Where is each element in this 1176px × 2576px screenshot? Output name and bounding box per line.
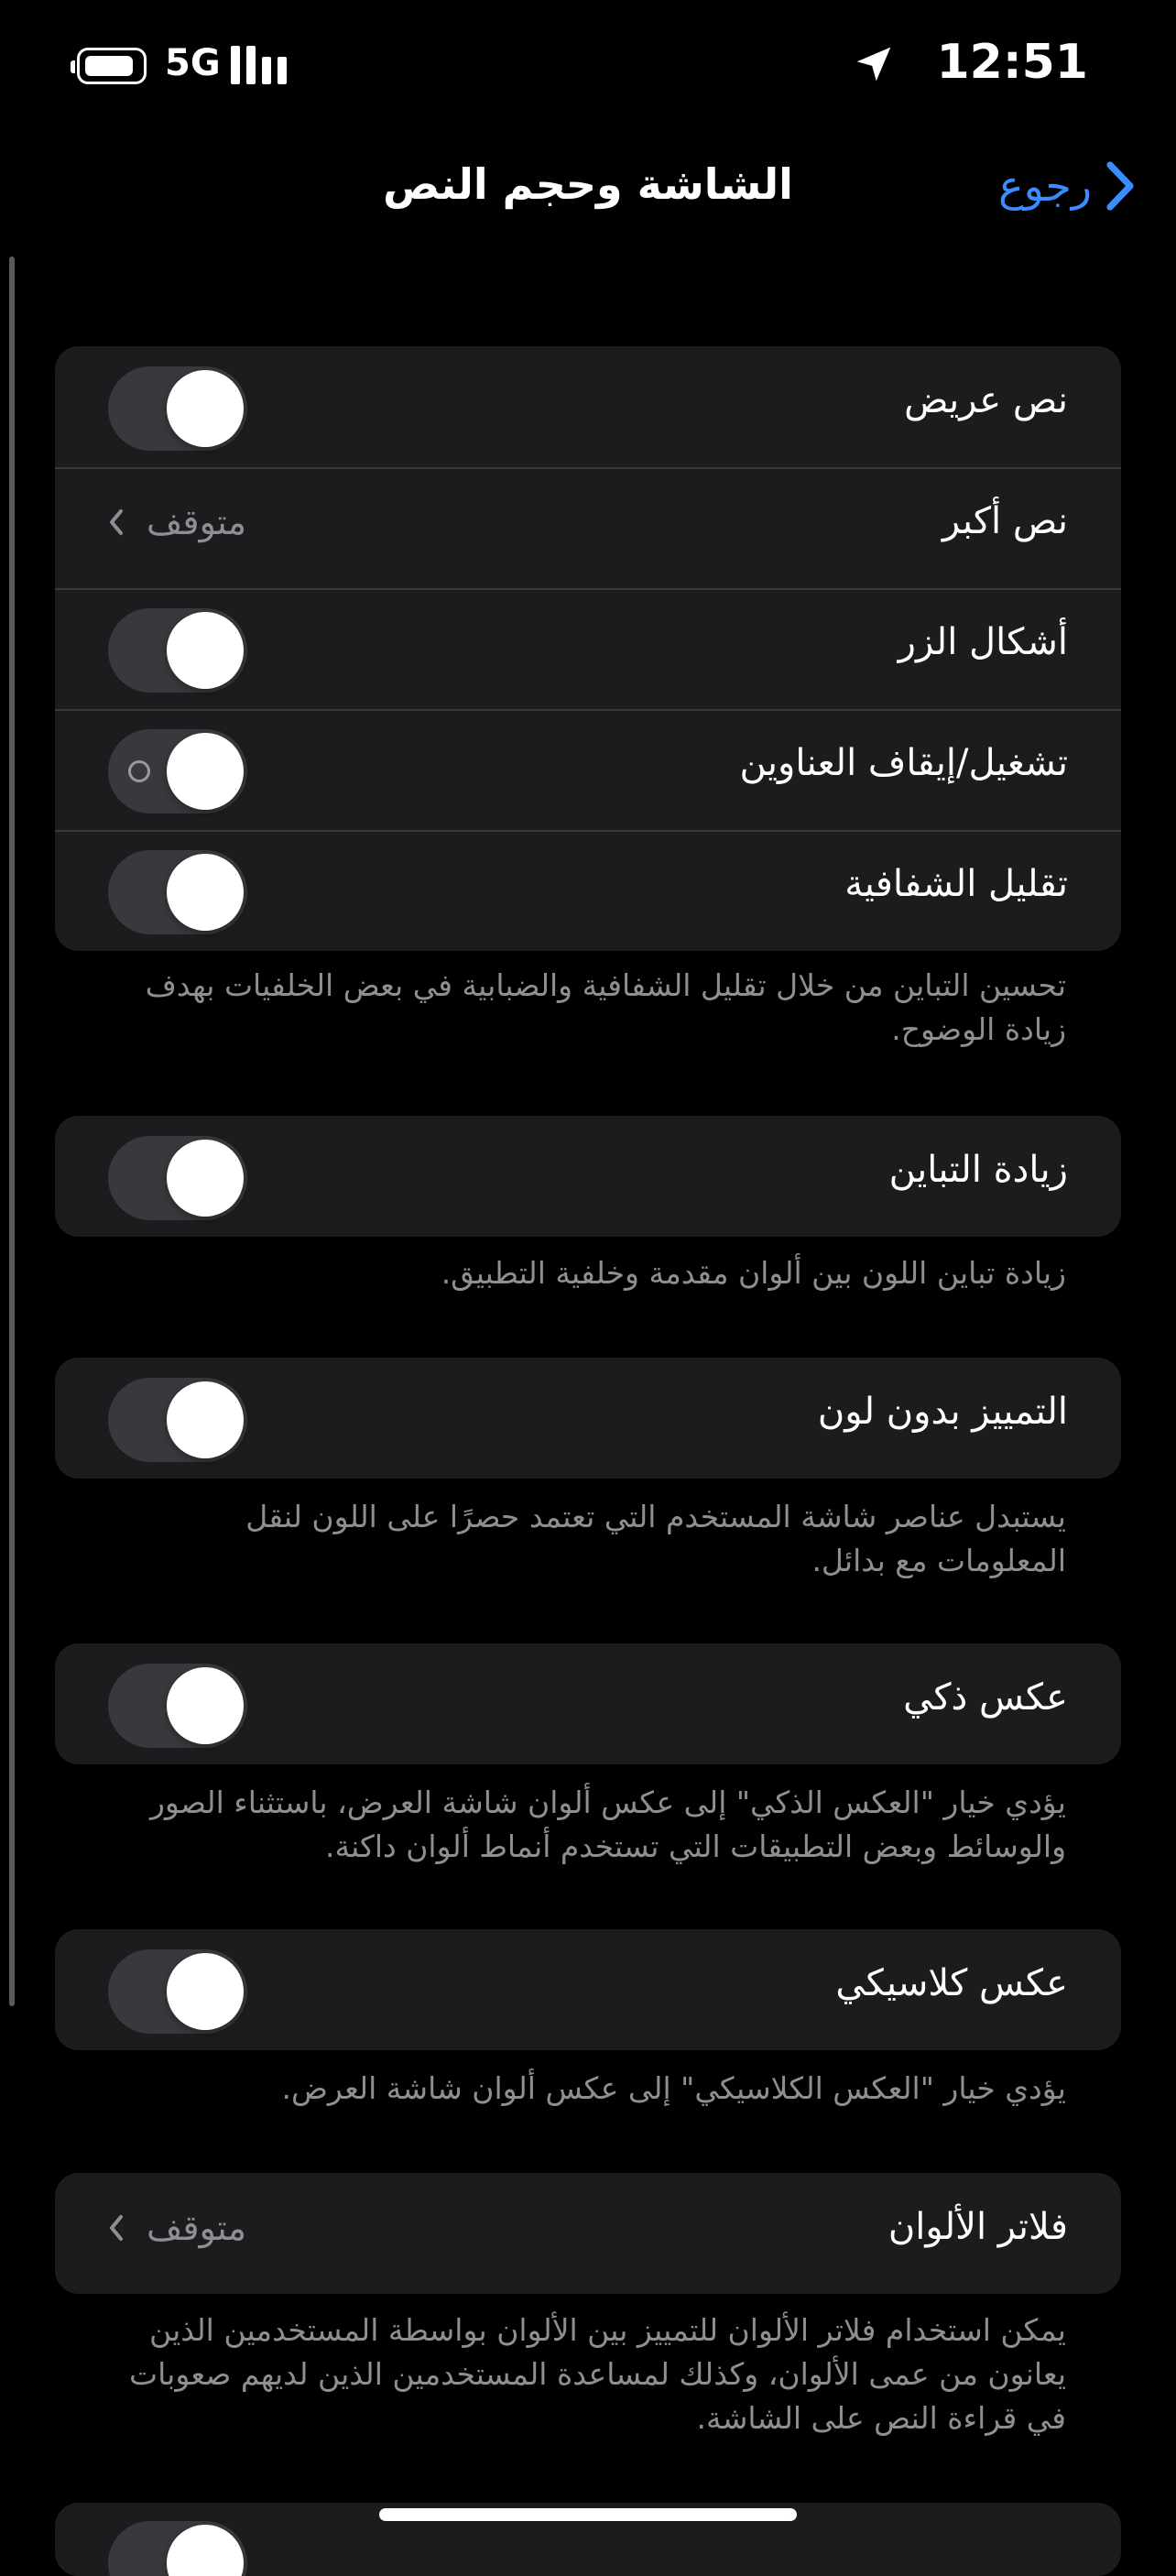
row-label: نص أكبر: [942, 500, 1068, 542]
row-label: فلاتر الألوان: [887, 2206, 1068, 2248]
back-button[interactable]: [998, 159, 1136, 213]
row-label: عكس ذكي: [903, 1676, 1068, 1719]
increase-contrast-group: [55, 1116, 1121, 1237]
reduce-transparency-footer: تحسين التباين من خلال تقليل الشفافية والضبابية في بعض الخلفيات بهدف زيادة الوضوح.: [145, 967, 1066, 1047]
differentiate-color-group: [55, 1358, 1121, 1479]
chevron-left-icon: [108, 508, 125, 536]
home-indicator[interactable]: [379, 2508, 797, 2521]
value-text: متوقف: [147, 2208, 246, 2248]
page-title: الشاشة وحجم النص: [383, 159, 793, 209]
signal-icon: [231, 46, 288, 84]
classic-invert-footer: يؤدي خيار "العكس الكلاسيكي" إلى عكس ألوان شاشة العرض.: [281, 2070, 1066, 2106]
color-filters-value[interactable]: [108, 2208, 246, 2248]
row-label: التمييز بدون لون: [817, 1391, 1068, 1433]
off-circle-icon: [128, 760, 150, 782]
clock: 12:51: [936, 35, 1088, 90]
back-label: رجوع: [998, 161, 1092, 211]
on-off-labels-toggle[interactable]: [108, 729, 247, 813]
smart-invert-group: [55, 1643, 1121, 1764]
larger-text-value[interactable]: [108, 502, 246, 542]
smart-invert-toggle[interactable]: [108, 1664, 247, 1748]
network-type: 5G: [165, 42, 221, 84]
row-classic-invert: [55, 1929, 1121, 2050]
row-label: تقليل الشفافية: [844, 863, 1068, 905]
differentiate-without-color-toggle[interactable]: [108, 1378, 247, 1462]
value-text: متوقف: [147, 502, 246, 542]
increase-contrast-footer: زيادة تباين اللون بين ألوان مقدمة وخلفية التطبيق.: [441, 1255, 1066, 1291]
row-bold-text: [55, 346, 1121, 467]
row-label: نص عريض: [904, 379, 1068, 421]
increase-contrast-toggle[interactable]: [108, 1136, 247, 1220]
button-shapes-toggle[interactable]: [108, 608, 247, 693]
classic-invert-toggle[interactable]: [108, 1949, 247, 2034]
partial-toggle[interactable]: [108, 2521, 247, 2576]
text-settings-group: [55, 346, 1121, 951]
scrollbar[interactable]: [9, 257, 15, 2006]
row-smart-invert: [55, 1643, 1121, 1764]
nav-bar: [0, 147, 1176, 238]
status-bar: [0, 0, 1176, 128]
battery-icon: [77, 48, 147, 84]
smart-invert-footer: يؤدي خيار "العكس الذكي" إلى عكس ألوان شاشة العرض، باستثناء الصور والوسائط وبعض التطبيقات التي تستخدم أنماط ألوان داكنة.: [149, 1785, 1066, 1864]
color-filters-footer: يمكن استخدام فلاتر الألوان للتمييز بين الألوان بواسطة المستخدمين الذين يعانون من عمى الألوان، وكذلك لمساعدة المستخدمين الذين لديهم صعوبات في قراءة النص على الشاشة.: [129, 2312, 1066, 2436]
row-label: زيادة التباين: [888, 1149, 1068, 1191]
row-color-filters[interactable]: [55, 2173, 1121, 2294]
row-increase-contrast: [55, 1116, 1121, 1237]
row-label: أشكال الزر: [898, 621, 1068, 663]
bold-text-toggle[interactable]: [108, 366, 247, 451]
reduce-transparency-toggle[interactable]: [108, 850, 247, 934]
row-label: تشغيل/إيقاف العناوين: [739, 742, 1068, 784]
color-filters-group: [55, 2173, 1121, 2294]
row-label: عكس كلاسيكي: [835, 1962, 1068, 2004]
row-on-off-labels: [55, 709, 1121, 830]
row-larger-text[interactable]: [55, 467, 1121, 588]
location-arrow-icon: [854, 44, 894, 84]
row-reduce-transparency: [55, 830, 1121, 951]
chevron-left-icon: [108, 2214, 125, 2242]
row-button-shapes: [55, 588, 1121, 709]
differentiate-without-color-footer: يستبدل عناصر شاشة المستخدم التي تعتمد حصرًا على اللون لنقل المعلومات مع بدائل.: [245, 1499, 1066, 1578]
row-differentiate-without-color: [55, 1358, 1121, 1479]
chevron-right-icon: [1105, 159, 1136, 213]
classic-invert-group: [55, 1929, 1121, 2050]
